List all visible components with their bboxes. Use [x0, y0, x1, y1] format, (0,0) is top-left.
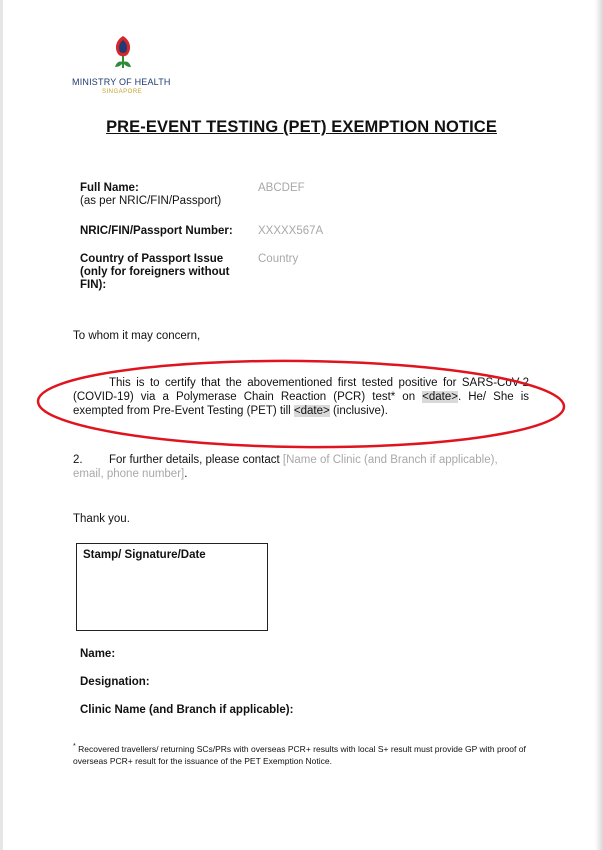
para1-text-a: This is to certify that the abovementioned first tested positive for SARS-CoV-2 (COVID-19) via a Polymerase Chain Reaction (PCR) test* on [73, 377, 529, 403]
designation-label: Designation: [80, 676, 150, 688]
clinic-name-label: Clinic Name (and Branch if applicable): [80, 704, 294, 716]
full-name-value: ABCDEF [258, 182, 305, 194]
name-label: Name: [80, 648, 116, 660]
country-label-line1: Country of Passport Issue [80, 253, 224, 265]
country-label-line3: FIN): [80, 279, 107, 291]
positive-test-date: <date> [422, 391, 458, 403]
contact-placeholder: [Name of Clinic (and Branch if applicable), email, phone number] [73, 454, 498, 480]
para1-text-c: (inclusive). [329, 405, 388, 417]
para1-text-b: . He/ She is exempted from Pre-Event Testing (PET) till [73, 391, 529, 417]
id-number-label: NRIC/FIN/Passport Number: [80, 225, 233, 237]
stamp-label: Stamp/ Signature/Date [83, 549, 206, 561]
salutation: To whom it may concern, [73, 330, 201, 342]
document-title: PRE-EVENT TESTING (PET) EXEMPTION NOTICE [106, 118, 497, 136]
para2-number: 2. [73, 454, 83, 466]
footnote [73, 740, 543, 767]
stamp-signature-box [76, 543, 268, 631]
country-value: Country [258, 253, 299, 265]
logo-country: SINGAPORE [102, 89, 143, 95]
footnote-marker: * [73, 742, 76, 750]
closing-text: Thank you. [73, 513, 130, 525]
full-name-sublabel: (as per NRIC/FIN/Passport) [80, 195, 222, 207]
country-label-line2: (only for foreigners without [80, 266, 230, 278]
full-name-label-text: Full Name: [80, 182, 139, 194]
footnote-text: Recovered travellers/ returning SCs/PRs with overseas PCR+ results with local S+ result must provide GP with proof of overseas PCR+ result for the issuance of the PET Exemption Notice. [73, 743, 526, 766]
para2-text: For further details, please contact [109, 454, 283, 466]
contact-paragraph [73, 453, 529, 481]
para2-end: . [184, 468, 188, 480]
logo-ministry-name: MINISTRY OF HEALTH [72, 77, 171, 87]
exemption-end-date: <date> [293, 405, 330, 417]
id-number-value: XXXXX567A [258, 225, 324, 237]
